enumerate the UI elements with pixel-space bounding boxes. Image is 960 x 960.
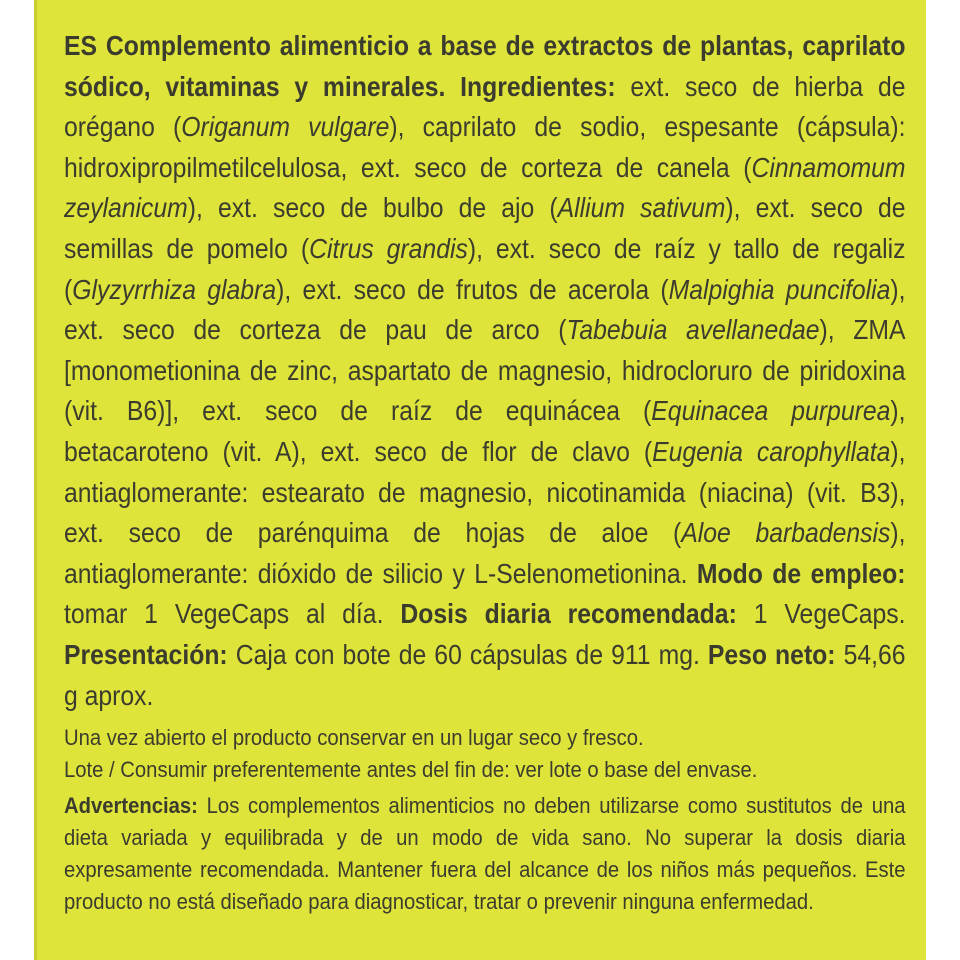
lot-note: Lote / Consumir preferentemente antes del fin de: ver lote o base del envase. [64, 757, 758, 783]
ingredient-text: ), ext. seco de raíz y tallo de regaliz ( [64, 232, 906, 305]
latin-name: Cinnamomum zeylanicum [64, 151, 906, 224]
ingredients-heading: Ingredientes: [460, 70, 616, 102]
product-description: ES Complemento alimenticio a base de extractos de plantas, caprilato sódico, vitaminas y minerales. [64, 30, 906, 102]
ingredient-text: ), ZMA [monometionina de zinc, aspartato de magnesio, hidrocloruro de piridoxina (vit. B6)], ext. seco de raíz de equinácea ( [64, 314, 906, 427]
ingredient-text: ), betacaroteno (vit. A), ext. seco de flor de clavo ( [64, 395, 906, 467]
label-edge [34, 0, 37, 960]
net-weight-heading: Peso neto: [707, 638, 836, 670]
usage-text: tomar 1 VegeCaps al día. [64, 598, 384, 630]
ingredient-text: ), ext. seco de frutos de acerola ( [276, 273, 669, 305]
ingredient-text: ), ext. seco de bulbo de ajo ( [187, 192, 558, 224]
ingredient-text: ), ext. seco de semillas de pomelo ( [64, 192, 906, 264]
ingredients-paragraph [64, 26, 906, 716]
net-weight-text: 54,66 g aprox. [64, 638, 906, 711]
ingredient-text: ext. seco de hierba de orégano ( [64, 70, 906, 143]
dose-text: 1 VegeCaps. [736, 598, 906, 630]
ingredient-text: ), antiaglomerante: dióxido de silicio y L-Selenometionina. [64, 517, 906, 589]
latin-name: Origanum vulgare [181, 111, 390, 143]
warnings-text: Los complementos alimenticios no deben utilizarse como sustitutos de una dieta variada y equilibrada y de un modo de vida sano. No superar la dosis diaria expresamente recomendada. Mantener fuera del alcance de los niños más pequeños. Este producto no está diseñado para diagnosticar, tratar o prevenir ninguna enfermedad. [64, 793, 906, 915]
dose-heading: Dosis diaria recomendada: [400, 598, 737, 630]
presentation-text: Caja con bote de 60 cápsulas de 911 mg. [227, 638, 700, 670]
latin-name: Glyzyrrhiza glabra [72, 273, 277, 305]
latin-name: Malpighia puncifolia [668, 273, 891, 305]
product-label [34, 0, 926, 960]
storage-note: Una vez abierto el producto conservar en un lugar seco y fresco. [64, 725, 644, 751]
warnings-paragraph [64, 790, 906, 918]
usage-heading: Modo de empleo: [696, 557, 906, 589]
latin-name: Eugenia carophyllata [652, 435, 891, 467]
latin-name: Equinacea purpurea [651, 395, 891, 427]
ingredient-text: ), antiaglomerante: estearato de magnesio, nicotinamida (niacina) (vit. B3), ext. seco de parénquima de hojas de aloe ( [64, 435, 906, 549]
ingredient-text: ), caprilato de sodio, espesante (cápsula): hidroxipropilmetilcelulosa, ext. seco de corteza de canela ( [64, 111, 906, 183]
latin-name: Citrus grandis [309, 232, 468, 264]
latin-name: Aloe barbadensis [681, 517, 891, 549]
presentation-heading: Presentación: [64, 638, 228, 670]
latin-name: Tabebuia avellanedae [566, 314, 820, 346]
latin-name: Allium sativum [557, 192, 726, 224]
ingredient-text: ), ext. seco de corteza de pau de arco ( [64, 273, 906, 346]
warnings-heading: Advertencias: [64, 793, 198, 819]
